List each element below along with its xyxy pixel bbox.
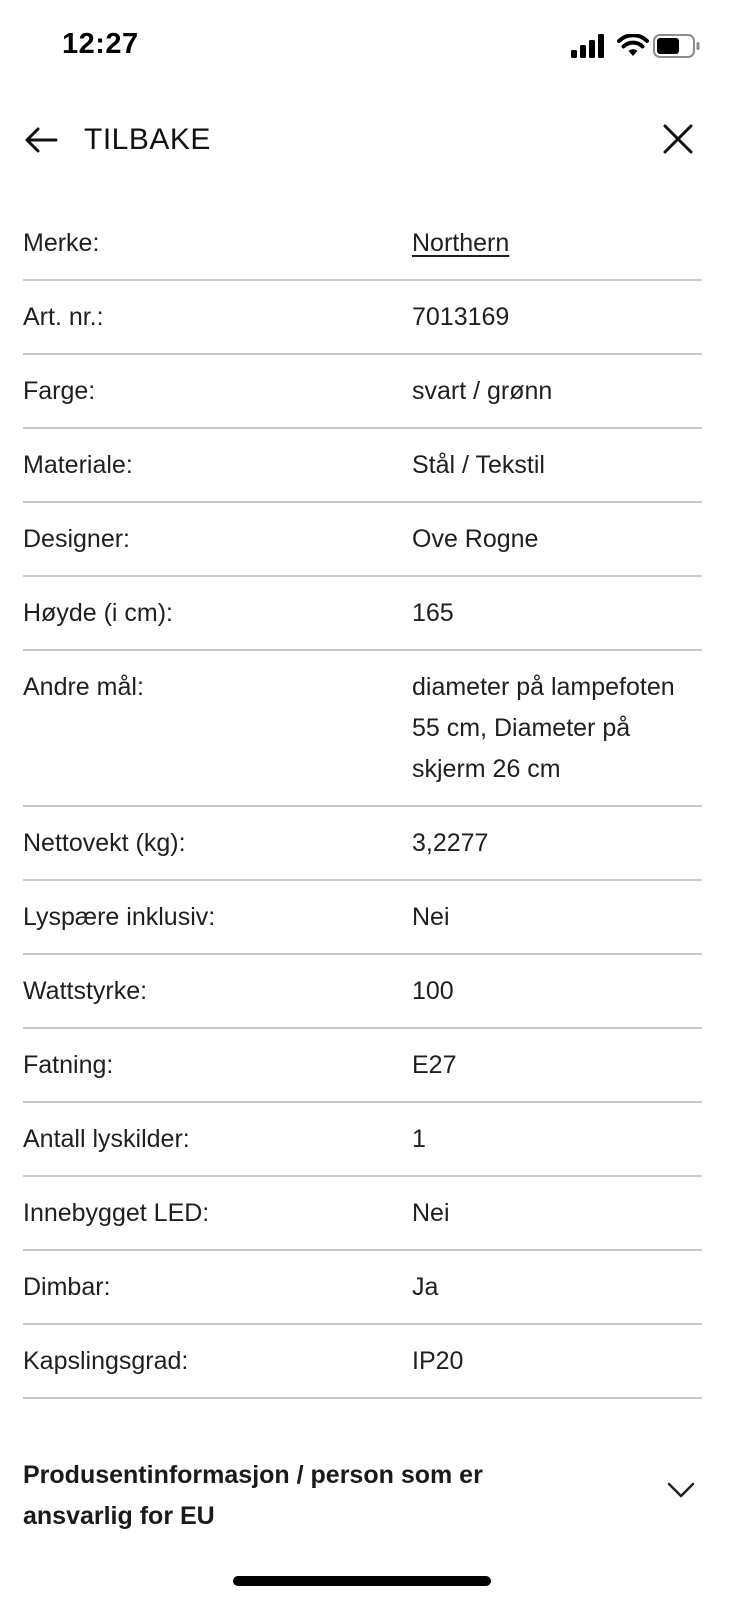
spec-label: Designer: [23,525,130,553]
accordion-title: Produsentinformasjon / person som er ansvarlig for EU [23,1461,483,1530]
manufacturer-info-accordion[interactable] [23,1455,702,1537]
spec-label: Art. nr.: [23,303,104,331]
spec-value: Nei [412,903,450,931]
spec-label: Lyspære inklusiv: [23,903,216,931]
chevron-down-icon[interactable] [666,1481,696,1499]
close-icon[interactable] [661,122,695,156]
spec-value: Ove Rogne [412,525,539,553]
spec-label: Antall lyskilder: [23,1125,190,1153]
spec-row-antall-lyskilder [23,1103,702,1177]
brand-link[interactable]: Northern [412,229,510,257]
spec-value: 165 [412,599,454,627]
spec-label: Farge: [23,377,96,405]
spec-row-lyspaere [23,881,702,955]
specification-table [23,207,702,1399]
spec-value: 7013169 [412,303,510,331]
spec-label: Innebygget LED: [23,1199,210,1227]
back-button[interactable] [24,110,211,170]
spec-label: Merke: [23,229,100,257]
status-time: 12:27 [62,28,139,60]
spec-value: IP20 [412,1347,464,1375]
spec-label: Wattstyrke: [23,977,148,1005]
spec-value: diameter på lampefoten 55 cm, Diameter på skjerm 26 cm [412,673,675,783]
spec-row-andre-mal [23,651,702,807]
spec-value: Stål / Tekstil [412,451,545,479]
spec-row-designer [23,503,702,577]
spec-label: Andre mål: [23,673,144,701]
spec-row-nettovekt [23,807,702,881]
spec-value: 100 [412,977,454,1005]
spec-row-merke [23,207,702,281]
top-nav [0,110,739,170]
back-label: TILBAKE [84,123,211,156]
spec-label: Fatning: [23,1051,114,1079]
spec-row-dimbar [23,1251,702,1325]
spec-row-wattstyrke [23,955,702,1029]
spec-value: Ja [412,1273,439,1301]
battery-icon [653,34,701,58]
spec-row-innebygget-led [23,1177,702,1251]
spec-value: Nei [412,1199,450,1227]
spec-value: svart / grønn [412,377,553,405]
spec-row-hoyde [23,577,702,651]
spec-label: Dimbar: [23,1273,111,1301]
spec-label: Høyde (i cm): [23,599,173,627]
spec-value [412,226,702,260]
spec-row-kapslingsgrad [23,1325,702,1399]
spec-row-art-nr [23,281,702,355]
home-indicator [233,1576,491,1586]
spec-row-farge [23,355,702,429]
spec-value: 3,2277 [412,829,489,857]
spec-row-fatning [23,1029,702,1103]
wifi-icon [617,34,649,58]
cellular-signal-icon [571,34,605,58]
spec-value: 1 [412,1125,426,1153]
spec-label: Kapslingsgrad: [23,1347,189,1375]
spec-label: Nettovekt (kg): [23,829,186,857]
spec-row-materiale [23,429,702,503]
arrow-left-icon [24,126,58,154]
spec-label: Materiale: [23,451,133,479]
status-bar [0,0,739,90]
spec-value: E27 [412,1051,457,1079]
